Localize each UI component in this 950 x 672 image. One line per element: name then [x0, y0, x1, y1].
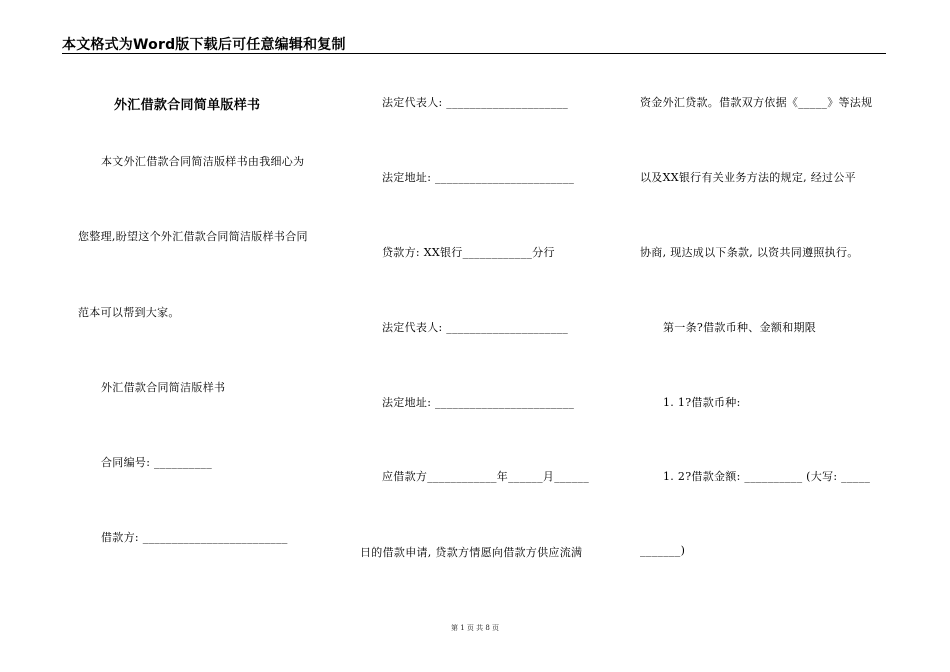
- article-heading: 第一条?借款币种、金额和期限: [663, 321, 817, 334]
- legal-representative-line: 法定代表人: _____________________: [382, 96, 569, 109]
- borrower-line: 借款方: _________________________: [101, 531, 288, 544]
- lender-line: 贷款方: XX银行____________分行: [382, 246, 555, 259]
- legal-address-line: 法定地址: ________________________: [382, 171, 575, 184]
- paragraph-line: 范本可以帮到大家。: [78, 306, 180, 319]
- clause-currency: 1. 1?借款币种:: [663, 396, 741, 409]
- paragraph-line: 协商, 现达成以下条款, 以资共同遵照执行。: [640, 246, 859, 259]
- section-heading: 外汇借款合同简洁版样书: [101, 381, 226, 394]
- paragraph-line: 以及XX银行有关业务方法的规定, 经过公平: [640, 171, 856, 184]
- contract-number-line: 合同编号: __________: [101, 456, 213, 469]
- document-header-title: 本文格式为Word版下载后可任意编辑和复制: [62, 37, 346, 53]
- legal-representative-line: 法定代表人: _____________________: [382, 321, 569, 334]
- clause-amount-continued: _______): [640, 544, 686, 557]
- paragraph-line: 本文外汇借款合同简洁版样书由我细心为: [101, 155, 305, 168]
- legal-address-line: 法定地址: ________________________: [382, 396, 575, 409]
- paragraph-line: 资金外汇贷款。借款双方依据《_____》等法规: [640, 96, 873, 109]
- header-divider: [62, 53, 886, 54]
- document-title: 外汇借款合同简单版样书: [114, 98, 261, 113]
- paragraph-line: 您整理,盼望这个外汇借款合同简洁版样书合同: [78, 230, 308, 243]
- paragraph-line: 日的借款申请, 贷款方情愿向借款方供应流满: [360, 546, 583, 559]
- clause-amount: 1. 2?借款金额: __________ (大写: _____: [663, 470, 871, 483]
- application-date-line: 应借款方____________年______月______: [382, 470, 589, 483]
- page-number: 第 1 页 共 8 页: [450, 624, 500, 632]
